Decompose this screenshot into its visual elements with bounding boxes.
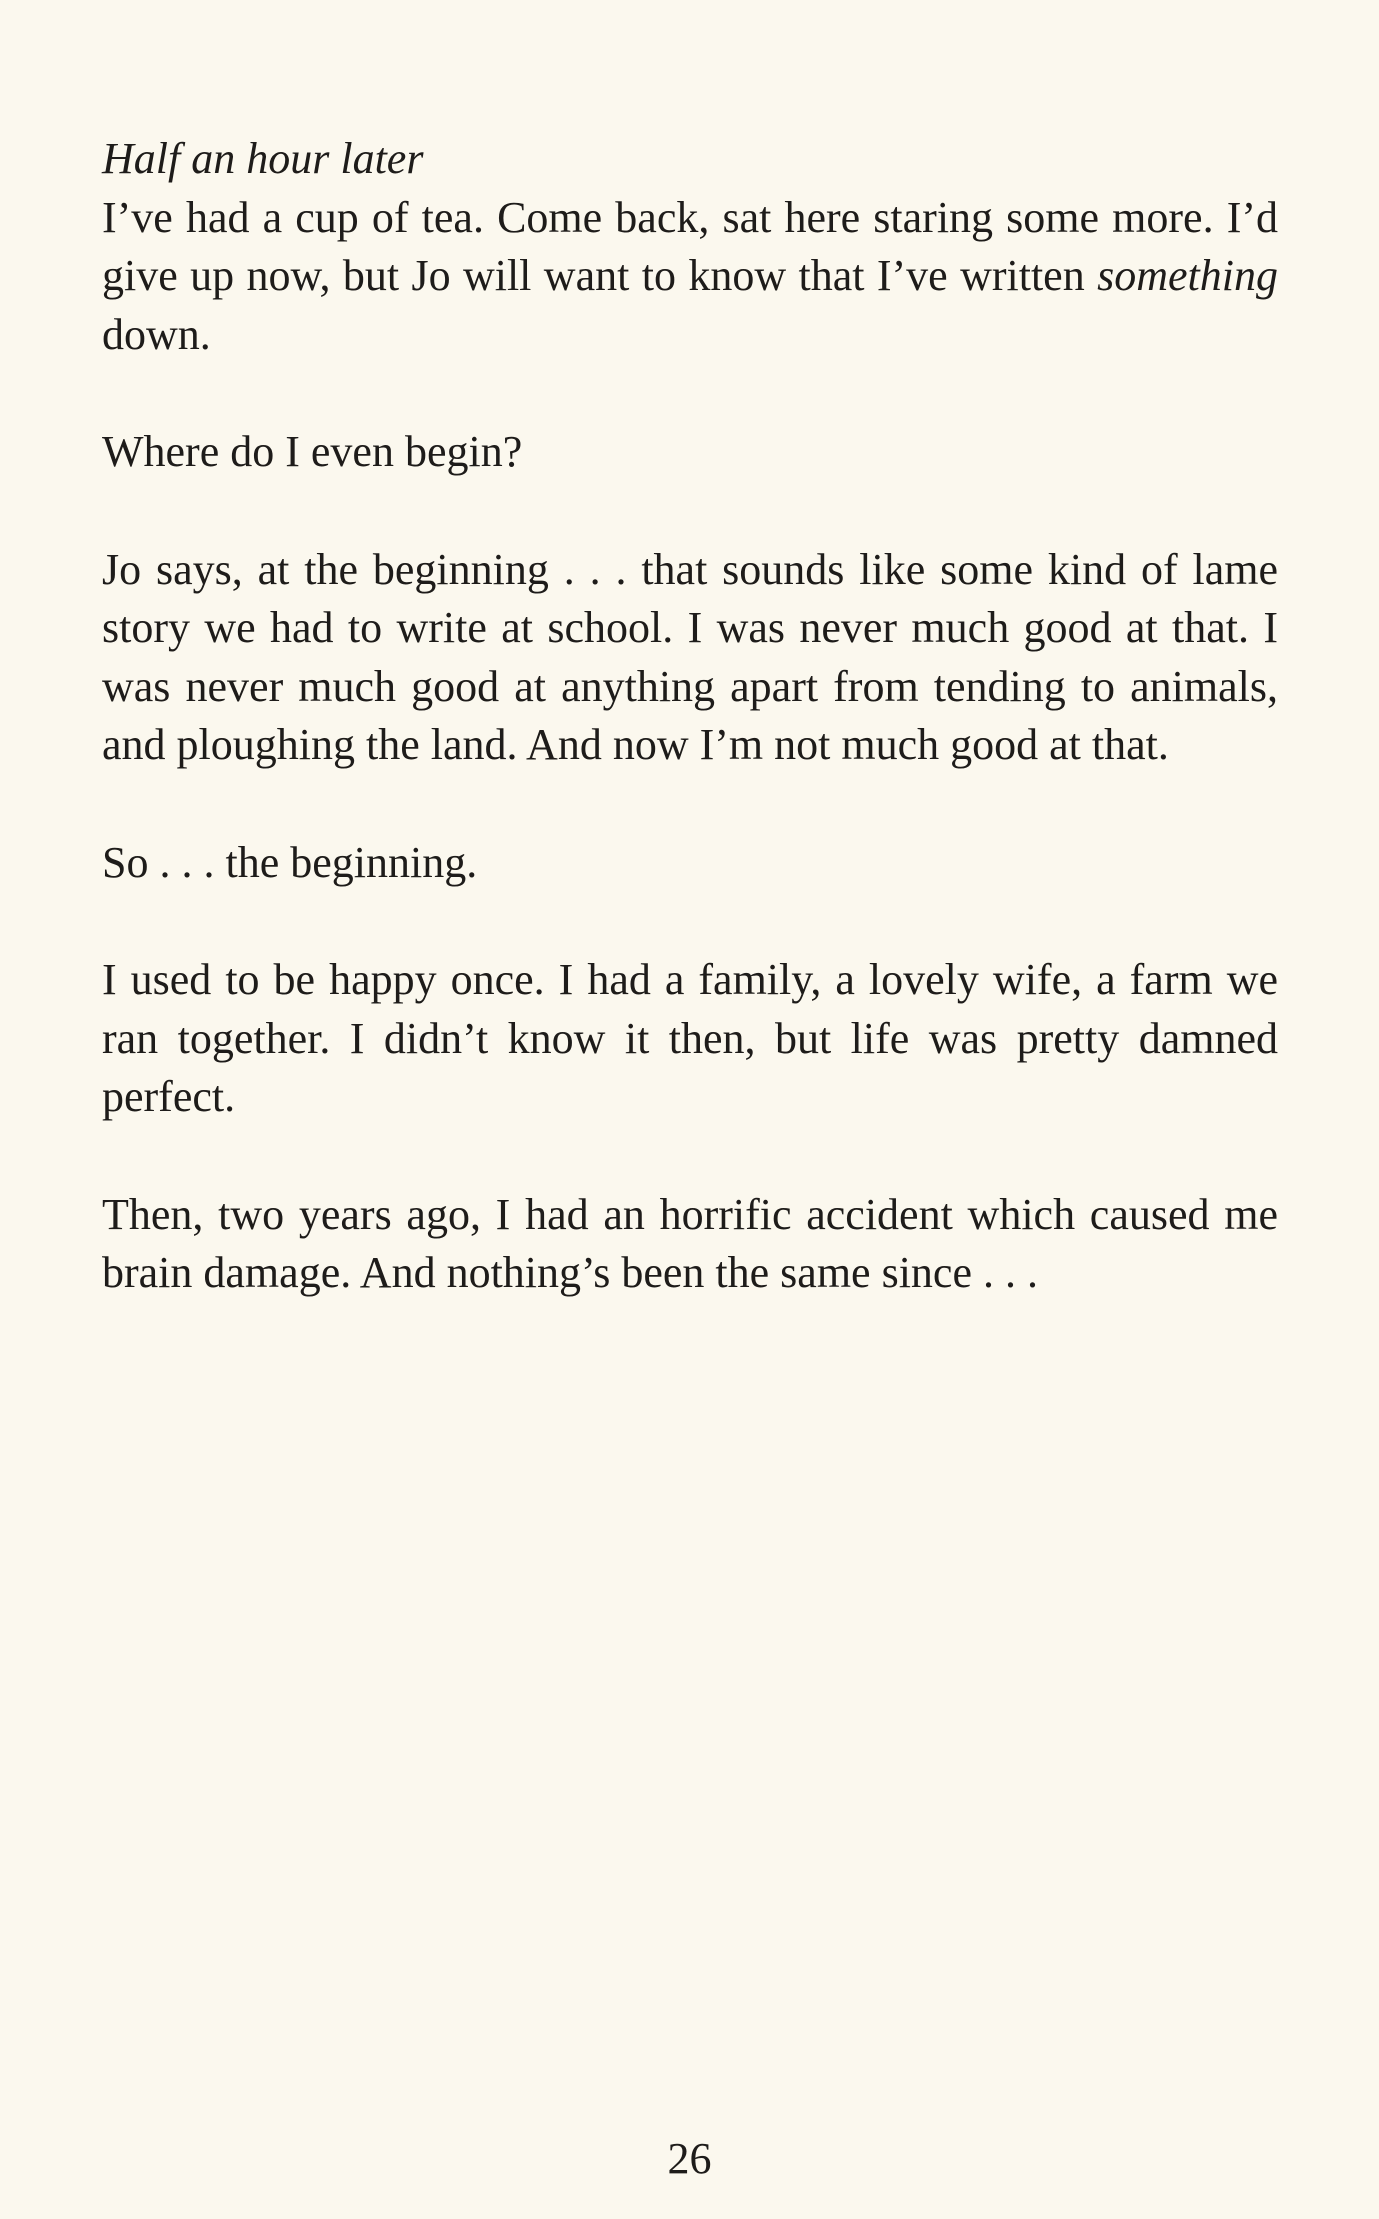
paragraph-3: Jo says, at the beginning . . . that sounds like some kind of lame story we had to write at school. I was never much good at that. I was never much good at anything apart from tending to animals, and ploughing the land. And now I’m not much good at that.	[102, 544, 1278, 769]
paragraph-6: Then, two years ago, I had an horrific accident which caused me brain damage. And nothing’s been the same since . . .	[102, 1189, 1278, 1297]
paragraph-1-text-before: I’ve had a cup of tea. Come back, sat here staring some more. I’d give up now, but Jo will want to know that I’ve written	[102, 192, 1278, 300]
paragraph-5: I used to be happy once. I had a family, a lovely wife, a farm we ran together. I didn’t know it then, but life was pretty damned perfect.	[102, 955, 1278, 1121]
page-number: 26	[667, 2134, 712, 2183]
paragraph-4: So . . . the beginning.	[102, 837, 478, 887]
section-subheading: Half an hour later	[102, 134, 424, 183]
paragraph-2: Where do I even begin?	[102, 427, 523, 476]
paragraph-1	[102, 189, 1278, 365]
paragraph-1-emphasis: something	[1097, 251, 1278, 300]
paragraph-1-text-after: down.	[102, 309, 211, 359]
body-text	[102, 130, 1278, 1362]
